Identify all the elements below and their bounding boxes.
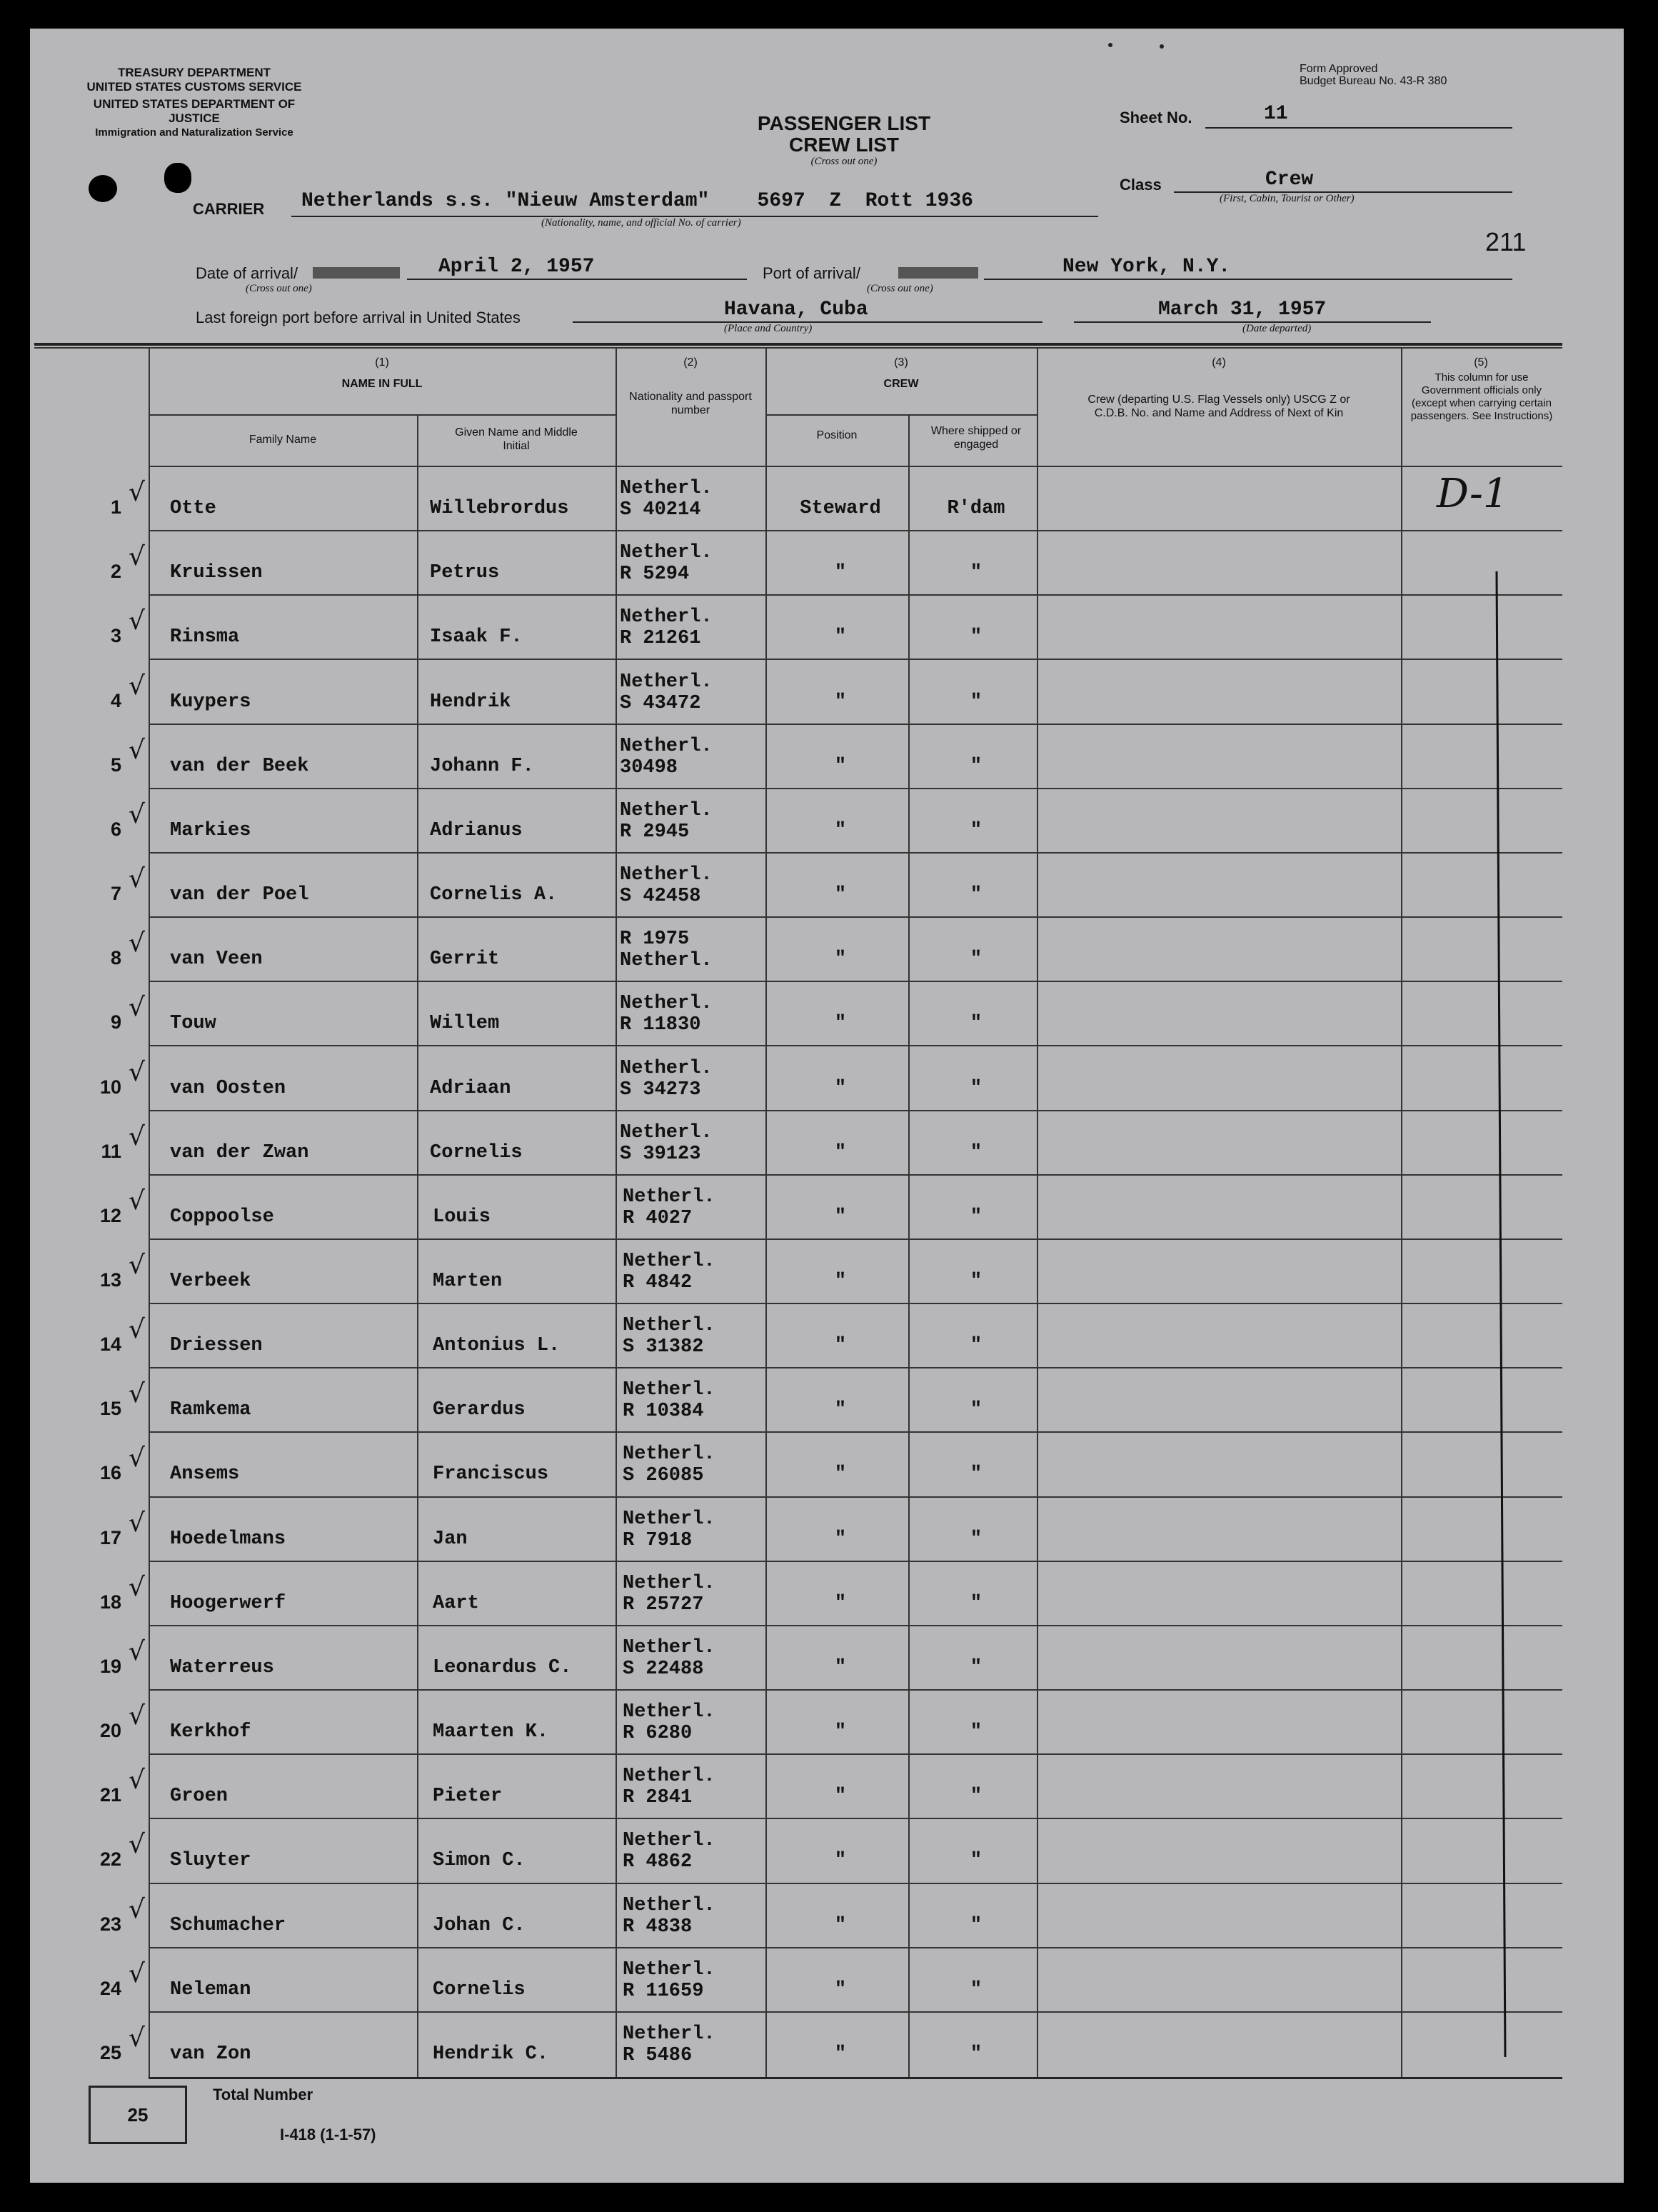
checkmark-icon: √ xyxy=(129,1315,145,1345)
position: " xyxy=(834,2043,847,2065)
nationality-line-1: Netherl. xyxy=(620,606,713,629)
table-row xyxy=(30,1240,1624,1304)
family-name: Schumacher xyxy=(170,1914,286,1936)
nationality-line-1: Netherl. xyxy=(623,1315,715,1337)
checkmark-icon: √ xyxy=(129,1894,145,1924)
row-number: 17 xyxy=(99,1526,121,1548)
where-shipped: " xyxy=(970,755,983,777)
where-shipped: " xyxy=(970,1399,983,1421)
row-number: 6 xyxy=(110,818,121,840)
nationality-line-1: Netherl. xyxy=(623,1572,715,1594)
family-name: Coppoolse xyxy=(170,1206,274,1228)
position: " xyxy=(834,1592,847,1614)
given-name: Willebrordus xyxy=(430,498,569,520)
where-shipped: " xyxy=(970,1141,983,1163)
nationality-line-1: Netherl. xyxy=(623,1443,715,1466)
table-row xyxy=(30,1819,1624,1883)
family-name: Hoogerwerf xyxy=(170,1592,286,1614)
table-row xyxy=(30,1046,1624,1111)
given-name: Adrianus xyxy=(430,819,523,841)
family-name: van Veen xyxy=(170,949,263,971)
port-cross-out: (Cross out one) xyxy=(867,283,933,294)
class-value: Crew xyxy=(1265,169,1314,191)
rule-under-col3-title xyxy=(765,414,1037,416)
checkmark-icon: √ xyxy=(129,929,145,959)
given-name: Louis xyxy=(433,1206,491,1228)
where-shipped: " xyxy=(970,884,983,906)
row-number: 9 xyxy=(110,1011,121,1034)
where-shipped: " xyxy=(970,819,983,841)
given-name: Johann F. xyxy=(430,755,534,777)
where-shipped: " xyxy=(970,1528,983,1550)
passport-line-2: R 4862 xyxy=(623,1851,693,1873)
col5-number: (5) xyxy=(1474,356,1488,369)
carrier-value: Netherlands s.s. "Nieuw Amsterdam" 5697 Z Rott 1936 xyxy=(301,190,973,212)
nationality-line-1: Netherl. xyxy=(620,671,713,693)
passport-line-2: R 2945 xyxy=(620,821,690,843)
crew-table xyxy=(30,29,1624,2183)
where-shipped: " xyxy=(970,1335,983,1357)
checkmark-icon: √ xyxy=(129,1121,145,1151)
where-shipped: " xyxy=(970,562,983,584)
table-row xyxy=(30,1884,1624,1948)
checkmark-icon: √ xyxy=(129,1701,145,1731)
dept-line-3: UNITED STATES DEPARTMENT OF JUSTICE xyxy=(93,97,296,125)
nationality-line-1: Netherl. xyxy=(623,2023,715,2045)
col2-title: Nationality and passport number xyxy=(629,391,752,416)
position: " xyxy=(834,562,847,584)
table-row xyxy=(30,660,1624,724)
family-name: van der Poel xyxy=(170,884,309,906)
family-name: Driessen xyxy=(170,1335,263,1357)
checkmark-icon: √ xyxy=(129,2023,145,2053)
checkmark-icon: √ xyxy=(129,1250,145,1280)
nationality-line-1: Netherl. xyxy=(620,1121,713,1143)
where-shipped: R'dam xyxy=(947,498,1005,520)
table-top-rule xyxy=(34,343,1562,346)
title-crew-list: CREW LIST xyxy=(789,134,899,156)
row-number: 13 xyxy=(99,1268,121,1291)
table-row xyxy=(30,1948,1624,2013)
position: " xyxy=(834,1463,847,1486)
row-number: 12 xyxy=(99,1204,121,1226)
row-number: 11 xyxy=(101,1140,121,1162)
where-shipped: " xyxy=(970,1077,983,1099)
col-position-header: Position xyxy=(816,429,858,441)
given-name: Leonardus C. xyxy=(433,1656,572,1678)
last-port-hint: (Place and Country) xyxy=(724,323,813,334)
family-name: van der Zwan xyxy=(170,1141,309,1163)
col1-title: NAME IN FULL xyxy=(341,378,423,390)
nationality-line-1: Netherl. xyxy=(623,1379,715,1401)
position: " xyxy=(834,626,847,649)
nationality-line-1: Netherl. xyxy=(623,1250,715,1272)
family-name: Ansems xyxy=(170,1463,240,1486)
passport-line-2: S 26085 xyxy=(623,1465,704,1487)
checkmark-icon: √ xyxy=(129,1186,145,1216)
table-row xyxy=(30,1304,1624,1368)
given-name: Gerardus xyxy=(433,1399,526,1421)
nationality-line-1: Netherl. xyxy=(623,1830,715,1852)
scan-dot xyxy=(1108,43,1112,47)
table-row xyxy=(30,854,1624,918)
table-row xyxy=(30,982,1624,1046)
budget-bureau: Budget Bureau No. 43-R 380 xyxy=(1300,75,1447,87)
passport-line-2: 30498 xyxy=(620,756,678,779)
table-row xyxy=(30,1755,1624,1819)
row-number: 20 xyxy=(99,1720,121,1742)
nationality-line-1: Netherl. xyxy=(620,864,713,886)
passport-line-2: R 2841 xyxy=(623,1787,693,1809)
col3-number: (3) xyxy=(894,356,908,369)
passport-line-2: R 7918 xyxy=(623,1529,693,1551)
checkmark-icon: √ xyxy=(129,1636,145,1666)
given-name: Antonius L. xyxy=(433,1335,561,1357)
sheet-label: Sheet No. xyxy=(1120,109,1192,126)
passport-line-2: S 31382 xyxy=(623,1336,704,1358)
checkmark-icon: √ xyxy=(129,1958,145,1988)
row-number: 1 xyxy=(110,496,121,519)
passport-line-2: S 40214 xyxy=(620,499,701,521)
row-number: 23 xyxy=(99,1913,121,1935)
checkmark-icon: √ xyxy=(129,1057,145,1087)
where-shipped: " xyxy=(970,1914,983,1936)
passport-line-2: R 6280 xyxy=(623,1723,693,1745)
row-number: 10 xyxy=(99,1076,121,1098)
last-port-label: Last foreign port before arrival in United States xyxy=(196,309,521,326)
family-name: Waterreus xyxy=(170,1656,274,1678)
position: " xyxy=(834,1656,847,1678)
carrier-hint: (Nationality, name, and official No. of carrier) xyxy=(541,217,741,229)
given-name: Isaak F. xyxy=(430,626,523,649)
family-name: Kruissen xyxy=(170,562,263,584)
checkmark-icon: √ xyxy=(129,1443,145,1473)
where-shipped: " xyxy=(970,1978,983,2001)
given-name: Marten xyxy=(433,1270,503,1292)
where-shipped: " xyxy=(970,2043,983,2065)
family-name: van Zon xyxy=(170,2043,251,2065)
given-name: Hendrik C. xyxy=(433,2043,549,2065)
nationality-line-1: Netherl. xyxy=(623,1894,715,1916)
checkmark-icon: √ xyxy=(129,799,145,829)
date-value: April 2, 1957 xyxy=(438,256,595,278)
col4-title: Crew (departing U.S. Flag Vessels only) USCG Z or C.D.B. No. and Name and Address of Next of Kin xyxy=(1087,394,1350,419)
row-number: 4 xyxy=(110,689,121,711)
nationality-line-1: Netherl. xyxy=(623,1186,715,1208)
passport-line-2: R 4842 xyxy=(623,1271,693,1293)
row-number: 8 xyxy=(110,947,121,969)
family-name: van Oosten xyxy=(170,1077,286,1099)
col3-title: CREW xyxy=(883,378,919,390)
checkmark-icon: √ xyxy=(129,671,145,701)
passport-line-2: R 10384 xyxy=(623,1401,704,1423)
family-name: Markies xyxy=(170,819,251,841)
family-name: Touw xyxy=(170,1013,216,1035)
given-name: Aart xyxy=(433,1592,479,1614)
where-shipped: " xyxy=(970,1592,983,1614)
given-name: Gerrit xyxy=(430,949,500,971)
given-name: Pieter xyxy=(433,1786,503,1808)
table-row xyxy=(30,725,1624,789)
position: " xyxy=(834,1270,847,1292)
where-shipped: " xyxy=(970,949,983,971)
position: " xyxy=(834,1528,847,1550)
table-row xyxy=(30,1111,1624,1176)
passport-line-2: R 5486 xyxy=(623,2044,693,2066)
given-name: Simon C. xyxy=(433,1850,526,1872)
nationality-line-1: Netherl. xyxy=(623,1958,715,1981)
checkmark-icon: √ xyxy=(129,735,145,765)
table-row xyxy=(30,1626,1624,1691)
family-name: Groen xyxy=(170,1786,228,1808)
scan-dot xyxy=(1160,44,1164,49)
position: " xyxy=(834,1721,847,1743)
position: " xyxy=(834,1399,847,1421)
row-number: 21 xyxy=(99,1784,121,1806)
col-given-header: Given Name and Middle Initial xyxy=(455,426,578,452)
passport-line-2: S 22488 xyxy=(623,1658,704,1680)
given-name: Jan xyxy=(433,1528,468,1550)
given-name: Cornelis xyxy=(430,1141,523,1163)
nationality-line-1: Netherl. xyxy=(620,735,713,757)
row-number: 22 xyxy=(99,1848,121,1871)
table-top-rule-2 xyxy=(34,347,1562,349)
nationality-line-1: Netherl. xyxy=(623,1508,715,1530)
nationality-line-1: Netherl. xyxy=(623,1701,715,1723)
where-shipped: " xyxy=(970,1850,983,1872)
table-row xyxy=(30,531,1624,596)
checkmark-icon: √ xyxy=(129,864,145,894)
departed-hint: (Date departed) xyxy=(1242,323,1312,334)
given-name: Franciscus xyxy=(433,1463,549,1486)
position: " xyxy=(834,1141,847,1163)
table-row xyxy=(30,596,1624,660)
given-name: Willem xyxy=(430,1013,500,1035)
position: " xyxy=(834,755,847,777)
row-number: 5 xyxy=(110,754,121,776)
passport-line-2: S 34273 xyxy=(620,1079,701,1101)
table-row xyxy=(30,1691,1624,1755)
table-row xyxy=(30,2013,1624,2077)
given-name: Cornelis A. xyxy=(430,884,558,906)
stamp-number: 211 xyxy=(1485,227,1527,256)
col4-number: (4) xyxy=(1212,356,1226,369)
checkmark-icon: √ xyxy=(129,1572,145,1602)
form-number: I-418 (1-1-57) xyxy=(280,2126,376,2143)
departed-value: March 31, 1957 xyxy=(1158,299,1327,321)
nationality-line-1: Netherl. xyxy=(620,478,713,500)
passport-line-2: S 39123 xyxy=(620,1143,701,1165)
passport-line-2: R 4027 xyxy=(623,1207,693,1229)
col1-number: (1) xyxy=(375,356,389,369)
manifest-page xyxy=(30,29,1624,2183)
where-shipped: " xyxy=(970,1463,983,1486)
table-bottom-rule xyxy=(149,2077,1562,2079)
given-name: Cornelis xyxy=(433,1978,526,2001)
dept-line-1: TREASURY DEPARTMENT xyxy=(117,66,271,79)
nationality-line-1: Netherl. xyxy=(620,799,713,821)
family-name: Neleman xyxy=(170,1978,251,2001)
title-passenger-list: PASSENGER LIST xyxy=(757,112,931,134)
passport-line-2: R 25727 xyxy=(623,1593,704,1616)
row-number: 7 xyxy=(110,883,121,905)
total-box xyxy=(89,2086,187,2144)
position: " xyxy=(834,1335,847,1357)
given-name: Johan C. xyxy=(433,1914,526,1936)
dept-line-4: Immigration and Naturalization Service xyxy=(95,126,293,139)
position: " xyxy=(834,1786,847,1808)
family-name: Sluyter xyxy=(170,1850,251,1872)
last-port-value: Havana, Cuba xyxy=(724,299,868,321)
nationality-line-1: Netherl. xyxy=(620,1057,713,1079)
port-label: Port of arrival/ xyxy=(763,264,860,282)
checkmark-icon: √ xyxy=(129,1508,145,1538)
form-approved: Form Approved xyxy=(1300,63,1378,75)
position: " xyxy=(834,691,847,713)
checkmark-icon: √ xyxy=(129,993,145,1023)
passport-line-2: R 11830 xyxy=(620,1014,701,1036)
position: " xyxy=(834,1077,847,1099)
position: Steward xyxy=(800,498,881,520)
position: " xyxy=(834,1978,847,2001)
checkmark-icon: √ xyxy=(129,1379,145,1409)
family-name: Kuypers xyxy=(170,691,251,713)
official-note: D-1 xyxy=(1437,471,1509,518)
where-shipped: " xyxy=(970,691,983,713)
nationality-line-1: Netherl. xyxy=(620,542,713,564)
passport-line-2: S 43472 xyxy=(620,692,701,714)
total-value: 25 xyxy=(127,2103,149,2126)
position: " xyxy=(834,884,847,906)
sheet-value: 11 xyxy=(1264,103,1288,125)
where-shipped: " xyxy=(970,1786,983,1808)
position: " xyxy=(834,1914,847,1936)
title-cross-out-note: (Cross out one) xyxy=(810,156,878,167)
given-name: Maarten K. xyxy=(433,1721,549,1743)
port-value: New York, N.Y. xyxy=(1062,256,1231,278)
class-hint: (First, Cabin, Tourist or Other) xyxy=(1220,193,1355,204)
family-name: Kerkhof xyxy=(170,1721,251,1743)
date-cross-out: (Cross out one) xyxy=(246,283,312,294)
family-name: Rinsma xyxy=(170,626,240,649)
passport-line-2: R 11659 xyxy=(623,1980,704,2002)
position: " xyxy=(834,1013,847,1035)
rule-under-col1-title xyxy=(149,414,616,416)
col2-number: (2) xyxy=(683,356,698,369)
where-shipped: " xyxy=(970,1013,983,1035)
col-family-header: Family Name xyxy=(248,434,317,446)
table-row xyxy=(30,1176,1624,1240)
nationality-line-1: Netherl. xyxy=(620,993,713,1015)
position: " xyxy=(834,949,847,971)
passport-line-2: R 4838 xyxy=(623,1916,693,1938)
table-row xyxy=(30,1562,1624,1626)
table-row xyxy=(30,1433,1624,1497)
position: " xyxy=(834,1850,847,1872)
checkmark-icon: √ xyxy=(129,1766,145,1796)
row-number: 16 xyxy=(99,1462,121,1484)
family-name: van der Beek xyxy=(170,755,309,777)
table-row xyxy=(30,467,1624,531)
row-number: 19 xyxy=(99,1655,121,1677)
dept-line-2: UNITED STATES CUSTOMS SERVICE xyxy=(86,80,302,94)
row-number: 2 xyxy=(110,561,121,583)
family-name: Verbeek xyxy=(170,1270,251,1292)
col5-title: This column for use Government officials only (except when carrying certain passengers. See Instructions) xyxy=(1410,371,1553,422)
date-label: Date of arrival/ xyxy=(196,264,298,282)
where-shipped: " xyxy=(970,1206,983,1228)
position: " xyxy=(834,1206,847,1228)
checkmark-icon: √ xyxy=(129,478,145,508)
carrier-label: CARRIER xyxy=(193,200,265,218)
checkmark-icon: √ xyxy=(129,542,145,572)
class-label: Class xyxy=(1120,176,1162,194)
family-name: Ramkema xyxy=(170,1399,251,1421)
passport-line-2: R 21261 xyxy=(620,628,701,650)
total-label: Total Number xyxy=(213,2086,313,2103)
checkmark-icon: √ xyxy=(129,606,145,636)
passport-line-2: Netherl. xyxy=(620,950,713,972)
table-row xyxy=(30,1498,1624,1562)
position: " xyxy=(834,819,847,841)
nationality-line-1: Netherl. xyxy=(623,1636,715,1658)
nationality-line-1: R 1975 xyxy=(620,929,690,951)
where-shipped: " xyxy=(970,1721,983,1743)
given-name: Adriaan xyxy=(430,1077,511,1099)
nationality-line-1: Netherl. xyxy=(623,1766,715,1788)
family-name: Hoedelmans xyxy=(170,1528,286,1550)
passport-line-2: R 5294 xyxy=(620,564,690,586)
row-number: 3 xyxy=(110,625,121,647)
given-name: Hendrik xyxy=(430,691,511,713)
handwritten-line xyxy=(1487,543,1515,2086)
row-number: 25 xyxy=(99,2041,121,2063)
where-shipped: " xyxy=(970,1656,983,1678)
row-number: 14 xyxy=(99,1333,121,1356)
given-name: Petrus xyxy=(430,562,500,584)
row-number: 18 xyxy=(99,1591,121,1613)
where-shipped: " xyxy=(970,626,983,649)
passport-line-2: S 42458 xyxy=(620,886,701,908)
checkmark-icon: √ xyxy=(129,1830,145,1860)
table-row xyxy=(30,1368,1624,1433)
col-where-header: Where shipped or engaged xyxy=(930,425,1022,451)
family-name: Otte xyxy=(170,498,216,520)
where-shipped: " xyxy=(970,1270,983,1292)
table-row xyxy=(30,789,1624,854)
row-number: 15 xyxy=(99,1398,121,1420)
table-row xyxy=(30,918,1624,982)
row-number: 24 xyxy=(99,1977,121,1999)
